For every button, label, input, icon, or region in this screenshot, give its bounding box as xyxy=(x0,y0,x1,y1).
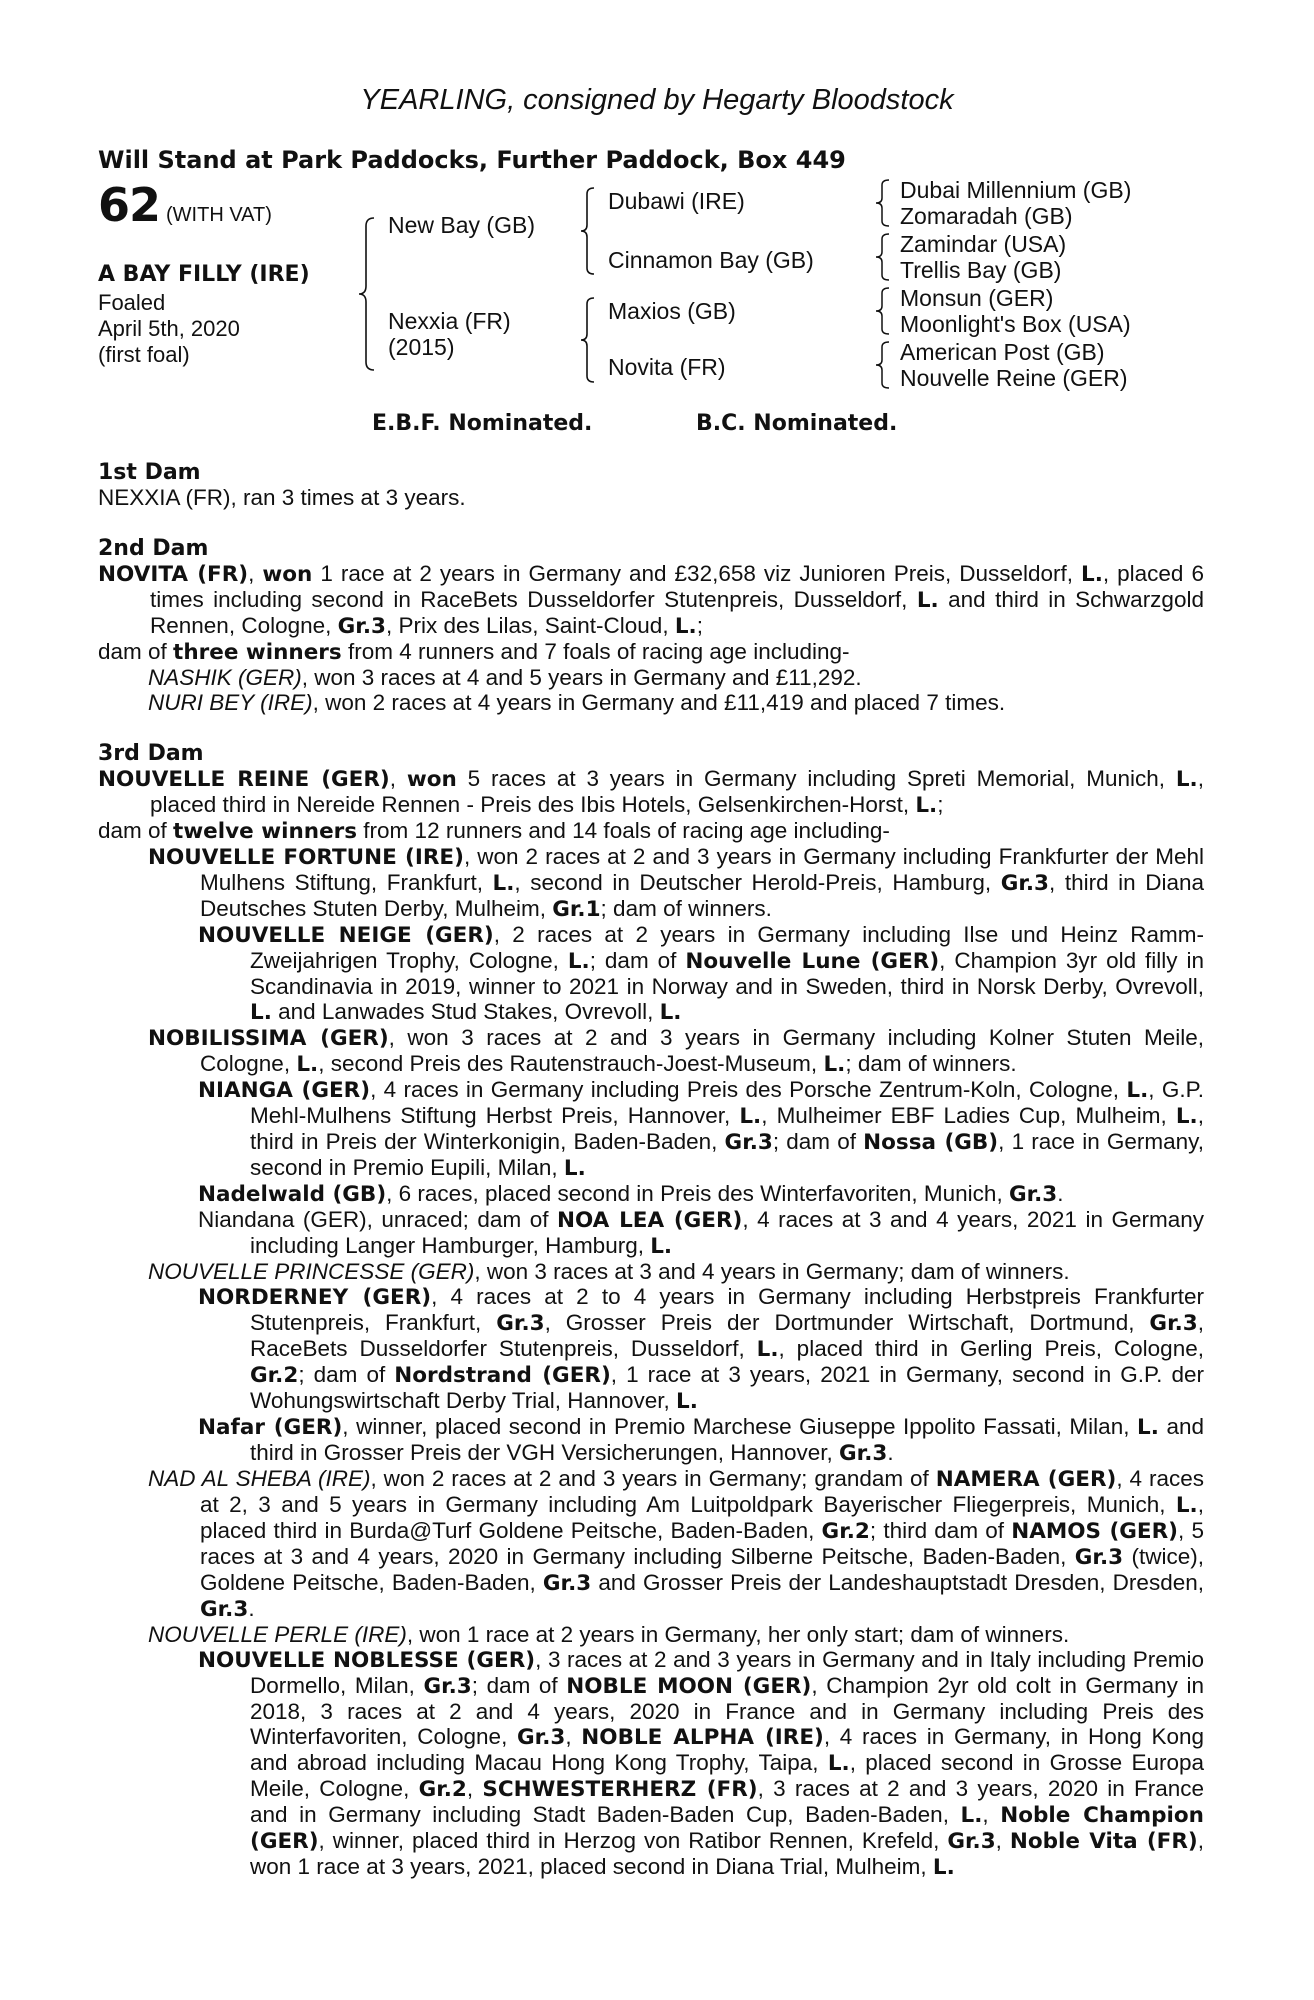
bold-text: twelve winners xyxy=(173,819,358,844)
text-segment: . xyxy=(248,1596,255,1621)
bold-text: L. xyxy=(492,871,515,896)
text-segment: , won 2 races at 2 and 3 years in Germany including Frankfurter der Mehl Mulhens Stiftung, Frankfurt, xyxy=(200,844,1204,895)
italic-text: NAD AL SHEBA (IRE) xyxy=(148,1466,371,1491)
text-segment: , 1 race in Germany, second in Premio Eupili, Milan, xyxy=(250,1129,1204,1180)
bold-text: L. xyxy=(915,793,938,818)
text-segment: , winner, placed second in Premio Marchese Giuseppe Ippolito Fassati, Milan, xyxy=(342,1414,1138,1439)
pedigree-brace xyxy=(874,178,894,228)
text-segment: , G.P. Mehl-Mulhens Stiftung Herbst Preis, Hannover, xyxy=(250,1077,1204,1128)
granddam: Cinnamon Bay (GB) xyxy=(608,247,814,273)
text-segment: , 5 races at 3 and 4 years, 2020 in Germany including Silberne Peitsche, Baden-Baden, xyxy=(200,1518,1204,1569)
produce-record xyxy=(98,1466,1204,1622)
produce-record xyxy=(98,766,1204,818)
text-segment: 1 race at 2 years in Germany and £32,658 viz Junioren Preis, Dusseldorf, xyxy=(312,561,1082,586)
text-segment: , won 1 race at 3 years, 2021, placed second in Diana Trial, Mulheim, xyxy=(250,1828,1205,1879)
text-segment: ; third dam of xyxy=(869,1518,1012,1543)
bold-text: Gr.2 xyxy=(821,1519,870,1544)
great-grandparent: Dubai Millennium (GB) xyxy=(900,177,1132,203)
foaled-line: Foaled xyxy=(98,290,166,315)
bold-text: L. xyxy=(1175,1104,1198,1129)
produce-record xyxy=(98,818,1204,844)
bold-text: Nordstrand (GER) xyxy=(394,1363,611,1388)
text-segment: NEXXIA (FR), ran 3 times at 3 years. xyxy=(98,485,466,510)
bold-text: NIANGA (GER) xyxy=(198,1078,371,1103)
bold-text: Gr.3 xyxy=(947,1829,996,1854)
bold-text: NOUVELLE NEIGE (GER) xyxy=(198,923,494,948)
text-segment: dam of xyxy=(98,818,174,843)
text-segment: , 2 races at 2 years in Germany including Ilse und Heinz Ramm-Zweijahrigen Trophy, Cologne, xyxy=(250,922,1204,973)
text-segment: from 4 runners and 7 foals of racing age including- xyxy=(341,639,850,664)
produce-record xyxy=(98,1622,1204,1647)
produce-record xyxy=(98,1647,1204,1880)
text-segment: , Grosser Preis der Dortmunder Wirtschaft, Dortmund, xyxy=(544,1310,1150,1335)
bold-text: Noble Champion (GER) xyxy=(250,1803,1204,1854)
text-segment: , xyxy=(565,1724,582,1749)
great-grandparent: American Post (GB) xyxy=(900,339,1105,365)
produce-record xyxy=(98,844,1204,922)
great-grandparent: Moonlight's Box (USA) xyxy=(900,311,1131,337)
text-segment: , placed third in Burda@Turf Goldene Peitsche, Baden-Baden, xyxy=(200,1492,1204,1543)
produce-record xyxy=(98,1207,1204,1259)
bold-text: three winners xyxy=(173,640,342,665)
lot-number: 62 xyxy=(98,178,161,232)
produce-record xyxy=(98,1414,1204,1466)
bold-text: NOA LEA (GER) xyxy=(556,1208,743,1233)
text-segment: , placed 6 times including second in RaceBets Dusseldorfer Stutenpreis, Dusseldorf, xyxy=(150,561,1204,612)
section-heading: 2nd Dam xyxy=(98,536,209,561)
great-grandparent: Monsun (GER) xyxy=(900,285,1054,311)
text-segment: dam of xyxy=(98,639,174,664)
bold-text: Gr.3 xyxy=(1149,1311,1198,1336)
produce-record xyxy=(98,1181,1204,1207)
text-segment: , xyxy=(982,1802,1001,1827)
text-segment: . xyxy=(887,1440,894,1465)
bold-text: L. xyxy=(916,588,939,613)
text-segment: , 4 races at 3 and 4 years, 2021 in Germany including Langer Hamburger, Hamburg, xyxy=(250,1207,1204,1258)
text-segment: ; dam of xyxy=(298,1362,395,1387)
bold-text: L. xyxy=(676,1389,698,1414)
pedigree-brace xyxy=(874,232,894,282)
bold-text: L. xyxy=(567,949,590,974)
great-grandparent: Zamindar (USA) xyxy=(900,231,1067,257)
bold-text: L. xyxy=(674,614,697,639)
text-segment: , xyxy=(389,766,407,791)
text-segment: (twice), Goldene Peitsche, Baden-Baden, xyxy=(200,1544,1204,1595)
bold-text: Gr.2 xyxy=(418,1777,467,1802)
produce-record xyxy=(98,1025,1204,1077)
bold-text: won xyxy=(262,562,313,587)
text-segment: 5 races at 3 years in Germany including Spreti Memorial, Munich, xyxy=(456,766,1176,791)
lot-name: A BAY FILLY (IRE) xyxy=(98,262,310,287)
text-segment: , won 3 races at 4 and 5 years in Germany and £11,292. xyxy=(301,665,862,690)
text-segment: , 4 races at 2 to 4 years in Germany including Herbstpreis Frankfurter Stutenpreis, Frankfurt, xyxy=(250,1284,1204,1335)
bold-text: Gr.3 xyxy=(200,1597,249,1622)
text-segment: ; xyxy=(696,613,703,638)
bold-text: NOVITA (FR) xyxy=(98,562,249,587)
bold-text: L. xyxy=(1081,562,1103,587)
text-segment: Niandana (GER), unraced; dam of xyxy=(198,1207,557,1232)
section-heading: 3rd Dam xyxy=(98,741,204,766)
bold-text: Gr.2 xyxy=(250,1363,299,1388)
text-segment: from 12 runners and 14 foals of racing age including- xyxy=(357,818,890,843)
produce-record xyxy=(98,639,1204,665)
text-segment: ; dam of xyxy=(589,948,686,973)
text-segment: , placed third in Nereide Rennen - Preis des Ibis Hotels, Gelsenkirchen-Horst, xyxy=(150,766,1204,817)
bold-text: Gr.3 xyxy=(839,1441,888,1466)
produce-record xyxy=(98,1077,1204,1181)
dam-dam: Novita (FR) xyxy=(608,354,726,380)
produce-record xyxy=(98,561,1204,639)
italic-text: NOUVELLE PERLE (IRE) xyxy=(148,1622,407,1647)
text-segment: , 3 races at 2 and 3 years, 2020 in France and in Germany including Stadt Baden-Baden Cup, Baden-Baden, xyxy=(250,1776,1204,1827)
bold-text: SCHWESTERHERZ (FR) xyxy=(482,1777,758,1802)
text-segment: ; xyxy=(937,792,944,817)
text-segment: , xyxy=(248,561,263,586)
bc-nomination: B.C. Nominated. xyxy=(696,411,898,436)
text-segment: , xyxy=(995,1828,1010,1853)
text-segment: and third in Schwarzgold Rennen, Cologne, xyxy=(150,587,1204,638)
italic-text: NURI BEY (IRE) xyxy=(148,690,313,715)
text-segment: , Champion 3yr old filly in Scandinavia in 2019, winner to 2021 in Norway and in Sweden, third in Norsk Derby, Ovrevoll, xyxy=(250,948,1204,999)
dam-sire: Maxios (GB) xyxy=(608,298,736,324)
text-segment: , 6 races, placed second in Preis des Winterfavoriten, Munich, xyxy=(386,1181,1009,1206)
page-header: YEARLING, consigned by Hegarty Bloodstock xyxy=(360,84,954,116)
bold-text: L. xyxy=(1137,1415,1159,1440)
section-heading: 1st Dam xyxy=(98,460,201,485)
text-segment: , won 3 races at 2 and 3 years in Germany including Kolner Stuten Meile, Cologne, xyxy=(200,1025,1205,1076)
bold-text: L. xyxy=(932,1855,955,1880)
bold-text: L. xyxy=(250,1000,272,1025)
dam-section xyxy=(98,741,1204,1880)
bold-text: L. xyxy=(827,1751,850,1776)
bold-text: Gr.3 xyxy=(542,1571,592,1596)
text-segment: , RaceBets Dusseldorfer Stutenpreis, Dusseldorf, xyxy=(250,1310,1204,1361)
text-segment: , Prix des Lilas, Saint-Cloud, xyxy=(385,613,675,638)
bold-text: Gr.3 xyxy=(517,1725,566,1750)
bold-text: L. xyxy=(296,1052,319,1077)
text-segment: and Lanwades Stud Stakes, Ovrevoll, xyxy=(271,999,660,1024)
bold-text: Gr.3 xyxy=(1008,1182,1058,1207)
pedigree-brace xyxy=(356,216,380,372)
bold-text: won xyxy=(406,767,457,792)
vat-note: (WITH VAT) xyxy=(166,204,272,226)
text-segment: , won 2 races at 2 and 3 years in Germany; grandam of xyxy=(370,1466,936,1491)
foaled-line: April 5th, 2020 xyxy=(98,316,240,341)
bold-text: NOUVELLE REINE (GER) xyxy=(98,767,390,792)
bold-text: Nossa (GB) xyxy=(863,1130,999,1155)
bold-text: L. xyxy=(823,1052,846,1077)
bold-text: Gr.3 xyxy=(496,1311,545,1336)
text-segment: , Champion 2yr old colt in Germany in 2018, 3 races at 2 and 4 years, 2020 in France and in Germany including Preis des Winterfavoriten, Cologne, xyxy=(250,1673,1205,1749)
bold-text: L. xyxy=(1175,1493,1198,1518)
text-segment: , won 3 races at 3 and 4 years in Germany; dam of winners. xyxy=(474,1259,1070,1284)
catalogue-body xyxy=(98,460,1204,1906)
italic-text: NASHIK (GER) xyxy=(148,665,302,690)
produce-record xyxy=(98,485,1204,510)
bold-text: NOUVELLE FORTUNE (IRE) xyxy=(148,845,464,870)
text-segment: , second in Deutscher Herold-Preis, Hamburg, xyxy=(514,870,1001,895)
text-segment: , second Preis des Rautenstrauch-Joest-Museum, xyxy=(318,1051,824,1076)
text-segment: , 4 races at 2, 3 and 5 years in Germany including Am Luitpoldpark Bayerischer Fliegerpreis, Munich, xyxy=(200,1466,1204,1517)
pedigree-brace xyxy=(874,286,894,336)
text-segment: , third in Preis der Winterkonigin, Baden-Baden, xyxy=(250,1103,1204,1154)
bold-text: NOUVELLE NOBLESSE (GER) xyxy=(198,1648,536,1673)
bold-text: Nadelwald (GB) xyxy=(198,1182,387,1207)
bold-text: Noble Vita (FR) xyxy=(1009,1829,1198,1854)
text-segment: , placed third in Gerling Preis, Cologne, xyxy=(778,1336,1204,1361)
pedigree-brace xyxy=(874,340,894,390)
dam: Nexxia (FR) xyxy=(388,308,511,334)
great-grandparent: Nouvelle Reine (GER) xyxy=(900,365,1128,391)
text-segment: ; dam of xyxy=(471,1673,567,1698)
pedigree-brace xyxy=(578,186,600,276)
produce-record xyxy=(98,1284,1204,1414)
bold-text: L. xyxy=(1175,767,1198,792)
foaled-line: (first foal) xyxy=(98,342,190,367)
bold-text: L. xyxy=(1126,1078,1149,1103)
text-segment: , 1 race at 3 years, 2021 in Germany, second in G.P. der Wohungswirtschaft Derby Trial, Hannover, xyxy=(250,1362,1204,1413)
bold-text: Gr.3 xyxy=(423,1674,472,1699)
bold-text: Gr.1 xyxy=(552,897,601,922)
grandsire: Dubawi (IRE) xyxy=(608,188,745,214)
bold-text: Gr.3 xyxy=(1000,871,1050,896)
bold-text: NAMOS (GER) xyxy=(1011,1519,1179,1544)
text-segment: , winner, placed third in Herzog von Ratibor Rennen, Krefeld, xyxy=(318,1828,948,1853)
text-segment: , placed second in Grosse Europa Meile, Cologne, xyxy=(250,1750,1205,1801)
dam-year: (2015) xyxy=(388,334,455,360)
bold-text: NORDERNEY (GER) xyxy=(198,1285,432,1310)
dam-section xyxy=(98,460,1204,510)
foaled-info xyxy=(98,290,318,368)
text-segment: ; dam of xyxy=(772,1129,864,1154)
bold-text: NAMERA (GER) xyxy=(935,1467,1117,1492)
text-segment: , 4 races in Germany, in Hong Kong and abroad including Macau Hong Kong Trophy, Taipa, xyxy=(250,1724,1205,1775)
produce-record xyxy=(98,922,1204,1025)
text-segment: , third in Diana Deutsches Stuten Derby, Mulheim, xyxy=(200,870,1205,921)
bold-text: Gr.3 xyxy=(1074,1545,1124,1570)
bold-text: NOBILISSIMA (GER) xyxy=(148,1026,389,1051)
bold-text: Nouvelle Lune (GER) xyxy=(685,949,940,974)
produce-record xyxy=(98,665,1204,690)
dam-section xyxy=(98,536,1204,715)
lot-number-block xyxy=(98,178,272,232)
bold-text: L. xyxy=(960,1803,983,1828)
great-grandparent: Zomaradah (GB) xyxy=(900,203,1073,229)
bold-text: Gr.3 xyxy=(337,614,386,639)
text-segment: , won 2 races at 4 years in Germany and £11,419 and placed 7 times. xyxy=(312,690,1006,715)
italic-text: NOUVELLE PRINCESSE (GER) xyxy=(148,1259,475,1284)
sire: New Bay (GB) xyxy=(388,212,535,238)
bold-text: L. xyxy=(650,1234,673,1259)
text-segment: and Grosser Preis der Landeshauptstadt Dresden, Dresden, xyxy=(591,1570,1204,1595)
bold-text: Nafar (GER) xyxy=(198,1415,343,1440)
text-segment: , Mulheimer EBF Ladies Cup, Mulheim, xyxy=(761,1103,1176,1128)
text-segment: ; dam of winners. xyxy=(600,896,772,921)
text-segment: , xyxy=(466,1776,483,1801)
text-segment: and third in Grosser Preis der VGH Versicherungen, Hannover, xyxy=(250,1414,1204,1465)
ebf-nomination: E.B.F. Nominated. xyxy=(372,411,593,436)
produce-record xyxy=(98,690,1204,715)
stand-location: Will Stand at Park Paddocks, Further Paddock, Box 449 xyxy=(98,146,846,174)
bold-text: NOBLE MOON (GER) xyxy=(566,1674,812,1699)
bold-text: L. xyxy=(756,1337,779,1362)
bold-text: L. xyxy=(659,1000,682,1025)
text-segment: , won 1 race at 2 years in Germany, her only start; dam of winners. xyxy=(406,1622,1070,1647)
great-grandparent: Trellis Bay (GB) xyxy=(900,257,1062,283)
text-segment: , 3 races at 2 and 3 years in Germany and in Italy including Premio Dormello, Milan, xyxy=(250,1647,1205,1698)
bold-text: L. xyxy=(563,1156,586,1181)
bold-text: L. xyxy=(739,1104,762,1129)
text-segment: ; dam of winners. xyxy=(845,1051,1017,1076)
produce-record xyxy=(98,1259,1204,1284)
bold-text: Gr.3 xyxy=(724,1130,773,1155)
bold-text: NOBLE ALPHA (IRE) xyxy=(581,1725,824,1750)
pedigree-brace xyxy=(578,296,600,384)
text-segment: . xyxy=(1057,1181,1064,1206)
text-segment: , 4 races in Germany including Preis des Porsche Zentrum-Koln, Cologne, xyxy=(370,1077,1127,1102)
